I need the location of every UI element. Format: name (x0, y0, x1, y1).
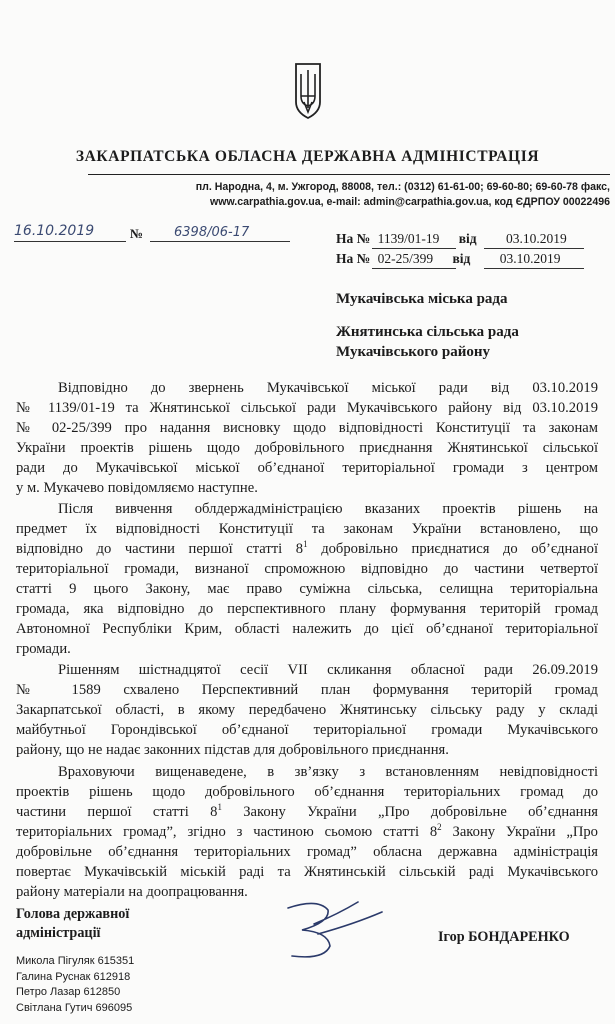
outgoing-number-line (150, 241, 290, 242)
agency-name: ЗАКАРПАТСЬКА ОБЛАСНА ДЕРЖАВНА АДМІНІСТРАЦІЯ (75, 148, 540, 165)
body-paragraph-2: Після вивчення облдержадміністрацією вказаних проектів рішень на предмет їх відповідності Конституції та законам України встановлено, що відповідно до частини першої статті $8^1$ добровільно приєднатися до об’єднаної територіальної громади, визнаної спроможною відповідно до частини четвертої статті 9 цього Закону, має право суміжна сільська, селищна територіальна громада, яка відповідно до перспективного плану формування територій громад Автономної Республіки Крим, області належить до цієї об’єднаної територіальної громади. (16, 501, 599, 657)
body-paragraph-1: Відповідно до звернень Мукачівської міської ради від 03.10.2019 № 1139/01-19 та Жнятинської сільської ради Мукачівського району від 03.10.2019 № 02-25/399 про надання висновку щодо відповідності Конституції та законам України проектів рішень щодо добровільного приєднання Жнятинської сільської ради до Мукачівської міської об’єднаної територіальної громади з центром у м. Мукачево повідомляємо наступне. (16, 380, 598, 496)
executors-list (16, 954, 134, 1016)
reference-row-1: На № 1139/01-19 від 03.10.2019 (336, 231, 567, 246)
outgoing-number-label: № (130, 226, 144, 241)
addressee-1: Мукачівська міська рада (336, 291, 508, 307)
web-line: www.carpathia.gov.ua, e-mail: admin@carpathia.gov.ua, код ЄДРПОУ 00022496 (209, 195, 610, 208)
executor-item: Галина Руснак 612918 (16, 970, 131, 983)
executor-item: Світлана Гутич 696095 (16, 1001, 133, 1014)
executor-item: Петро Лазар 612850 (16, 986, 121, 998)
coat-of-arms-trident-icon (292, 62, 324, 120)
outgoing-number: 6398/06-17 (174, 225, 250, 240)
agency-contacts (80, 180, 610, 209)
body-paragraph-3: Рішенням шістнадцятої сесії VII скликання обласної ради 26.09.2019 № 1589 схвалено Перспективний план формування територій громад Закарпатської області, в якому передбачено Жнятинську сільську раду у складі майбутньої Горондівської об’єднаної територіальної громади Мукачівського району, що не надає законних підстав для добровільного приєднання. (16, 662, 598, 758)
reference-row-2: На № 02-25/399 від 03.10.2019 (336, 251, 561, 266)
reference-underline (372, 248, 456, 249)
addressee-2: Жнятинська сільська рада Мукачівського району (336, 324, 519, 360)
outgoing-date: 16.10.2019 (14, 223, 95, 239)
address-line: пл. Народна, 4, м. Ужгород, 88008, тел.: (0312) 61-61-00; 69-60-80; 69-60-78 факс, (195, 181, 610, 193)
reference-date: 03.10.2019 (499, 251, 561, 266)
reference-number: 1139/01-19 (377, 231, 440, 246)
reference-underline (484, 268, 584, 269)
executor-item: Микола Пігуляк 615351 (16, 955, 135, 967)
reference-underline (484, 248, 584, 249)
outgoing-date-line (14, 241, 126, 242)
reference-date: 03.10.2019 (505, 231, 567, 246)
header-divider (88, 174, 610, 175)
reference-underline (372, 268, 456, 269)
handwritten-signature (258, 894, 398, 966)
body-paragraph-4: Враховуючи вищенаведене, в зв’язку з встановленням невідповідності проектів рішень щодо добровільного об’єднання територіальних громад до частини першої статті $8^1$ Закону України „Про добровільне об’єднання територіальних громад”, згідно з частиною сьомою статті $8^2$ Закону України „Про добровільне об’єднання територіальних громад” обласна державна адміністрація повертає Мукачівській міській раді та Жнятинській сільській раді Мукачівського району матеріали на доопрацювання. (16, 764, 599, 900)
signatory-title: Голова державної адміністрації (16, 906, 130, 941)
reference-number: 02-25/399 (377, 251, 434, 266)
signatory-name: Ігор БОНДАРЕНКО (438, 929, 570, 945)
